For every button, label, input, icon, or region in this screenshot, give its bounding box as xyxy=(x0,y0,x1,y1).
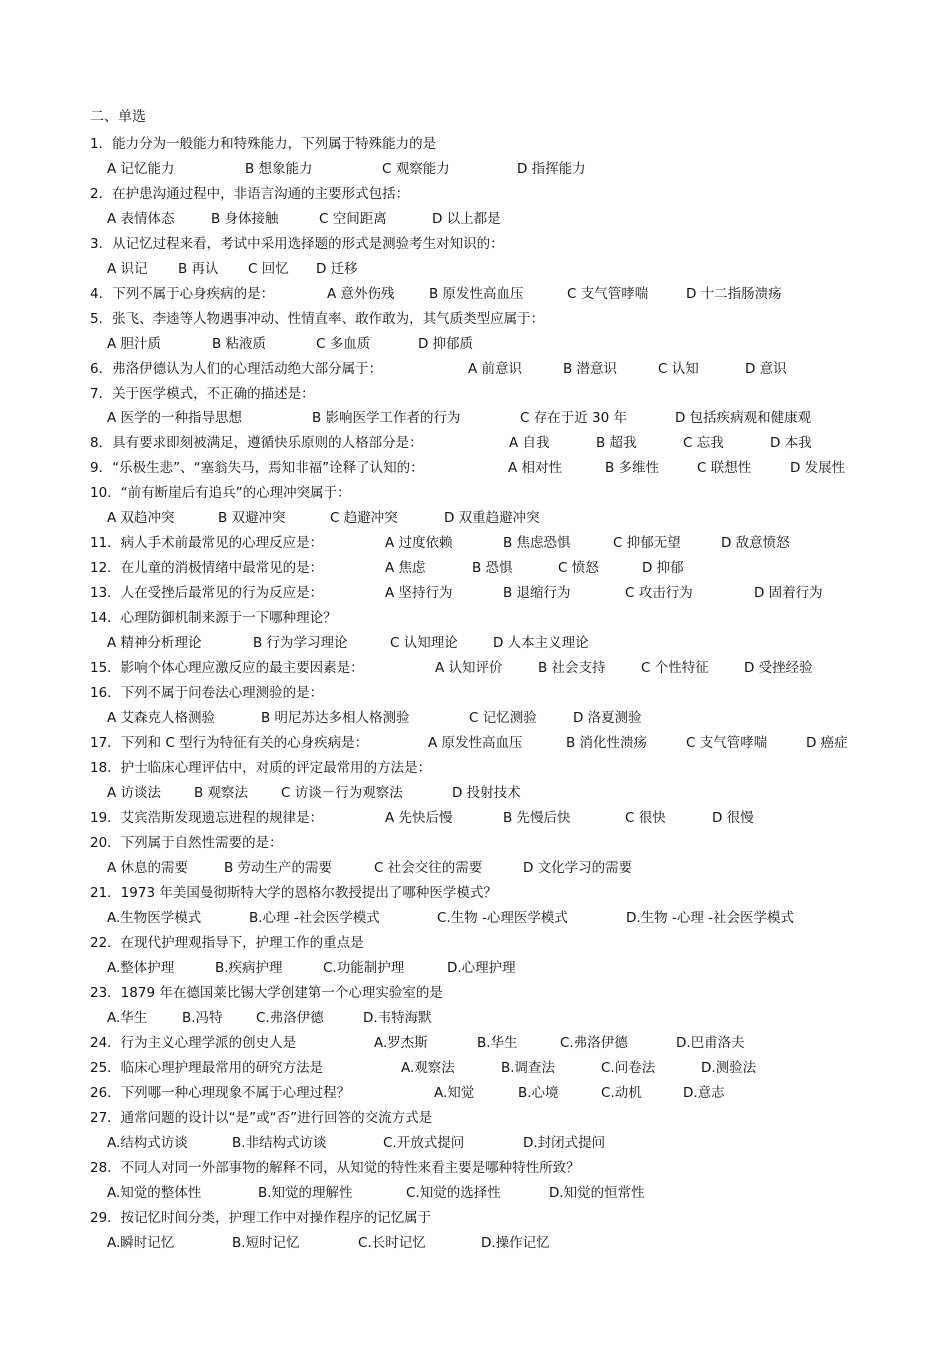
answer-option: C 抑郁无望 xyxy=(613,535,681,551)
answer-option: D.心理护理 xyxy=(447,960,516,976)
answer-option: C.开放式提问 xyxy=(383,1135,465,1151)
answer-option: B 行为学习理论 xyxy=(253,635,348,651)
answer-option: B.冯特 xyxy=(182,1010,223,1026)
answer-option: D.巴甫洛夫 xyxy=(676,1035,745,1051)
question-text: 28．不同人对同一外部事物的解释不同，从知觉的特性来看主要是哪种特性所致？ xyxy=(90,1160,580,1176)
answer-option: C.知觉的选择性 xyxy=(406,1185,501,1201)
answer-option: D 包括疾病观和健康观 xyxy=(675,410,812,426)
answer-option: B 再认 xyxy=(178,261,219,277)
question-text: 17．下列和 C 型行为特征有关的心身疾病是： xyxy=(90,735,369,751)
answer-option: B.疾病护理 xyxy=(215,960,283,976)
answer-option: B 劳动生产的需要 xyxy=(224,860,333,876)
question-text: 3．从记忆过程来看，考试中采用选择题的形式是测验考生对知识的： xyxy=(90,236,504,252)
question-text: 7．关于医学模式，不正确的描述是： xyxy=(90,386,315,402)
answer-option: B 恐惧 xyxy=(472,560,513,576)
answer-option: A 过度依赖 xyxy=(385,535,453,551)
answer-option: A 记忆能力 xyxy=(107,161,175,177)
answer-option: B 身体接触 xyxy=(211,211,279,227)
question-text: 9．“乐极生悲”、“塞翁失马，焉知非福”诠释了认知的： xyxy=(90,460,424,476)
answer-option: D 固着行为 xyxy=(754,585,823,601)
question-text: 8．具有要求即刻被满足，遵循快乐原则的人格部分是： xyxy=(90,435,423,451)
answer-option: A 先快后慢 xyxy=(385,810,453,826)
answer-option: A 焦虑 xyxy=(385,560,426,576)
question-text: 4．下列不属于心身疾病的是： xyxy=(90,286,275,302)
question-text: 21．1973 年美国曼彻斯特大学的恩格尔教授提出了哪种医学模式？ xyxy=(90,885,497,901)
answer-option: B.知觉的理解性 xyxy=(258,1185,353,1201)
answer-option: C 记忆测验 xyxy=(469,710,537,726)
question-text: 14．心理防御机制来源于一下哪种理论？ xyxy=(90,610,337,626)
answer-option: A 访谈法 xyxy=(107,785,162,801)
question-text: 26．下列哪一种心理现象不属于心理过程？ xyxy=(90,1085,351,1101)
answer-option: B 观察法 xyxy=(194,785,249,801)
answer-option: D.封闭式提问 xyxy=(523,1135,606,1151)
answer-option: B 想象能力 xyxy=(245,161,313,177)
question-text: 15．影响个体心理应激反应的最主要因素是： xyxy=(90,660,364,676)
answer-option: B 社会支持 xyxy=(538,660,606,676)
answer-option: A 双趋冲突 xyxy=(107,510,175,526)
answer-option: D 敌意愤怒 xyxy=(721,535,790,551)
answer-option: A.整体护理 xyxy=(107,960,175,976)
answer-option: D.操作记忆 xyxy=(481,1235,550,1251)
answer-option: C 愤怒 xyxy=(558,560,599,576)
answer-option: C 很快 xyxy=(625,810,666,826)
question-text: 13．人在受挫后最常见的行为反应是： xyxy=(90,585,324,601)
answer-option: D 指挥能力 xyxy=(517,161,586,177)
answer-option: C 趋避冲突 xyxy=(330,510,398,526)
answer-option: B 退缩行为 xyxy=(503,585,571,601)
question-text: 12．在儿童的消极情绪中最常见的是： xyxy=(90,560,324,576)
answer-option: A 表情体态 xyxy=(107,211,175,227)
answer-option: B 潜意识 xyxy=(563,361,618,377)
answer-option: C 支气管哮喘 xyxy=(686,735,768,751)
answer-option: A.华生 xyxy=(107,1010,148,1026)
answer-option: A.生物医学模式 xyxy=(107,910,202,926)
answer-option: A.结构式访谈 xyxy=(107,1135,188,1151)
answer-option: A 前意识 xyxy=(468,361,523,377)
question-text: 16．下列不属于问卷法心理测验的是： xyxy=(90,685,324,701)
question-text: 18．护士临床心理评估中，对质的评定最常用的方法是： xyxy=(90,760,432,776)
answer-option: D.意志 xyxy=(683,1085,725,1101)
answer-option: D 洛夏测验 xyxy=(573,710,642,726)
answer-option: D 双重趋避冲突 xyxy=(444,510,540,526)
answer-option: A.瞬时记忆 xyxy=(107,1235,175,1251)
answer-option: A 自我 xyxy=(509,435,550,451)
answer-option: B.华生 xyxy=(477,1035,518,1051)
answer-option: C.问卷法 xyxy=(601,1060,656,1076)
answer-option: C 攻击行为 xyxy=(625,585,693,601)
answer-option: B.短时记忆 xyxy=(232,1235,300,1251)
answer-option: C 忘我 xyxy=(683,435,724,451)
answer-option: D 投射技术 xyxy=(452,785,521,801)
answer-option: D.生物 -心理 -社会医学模式 xyxy=(626,910,795,926)
answer-option: D 迁移 xyxy=(316,261,358,277)
answer-option: A 相对性 xyxy=(508,460,563,476)
answer-option: B 影响医学工作者的行为 xyxy=(312,410,461,426)
answer-option: D 癌症 xyxy=(806,735,848,751)
question-text: 24．行为主义心理学派的创史人是 xyxy=(90,1035,297,1051)
answer-option: A.观察法 xyxy=(401,1060,455,1076)
answer-option: C.生物 -心理医学模式 xyxy=(437,910,568,926)
answer-option: D 人本主义理论 xyxy=(493,635,589,651)
answer-option: D.韦特海默 xyxy=(363,1010,432,1026)
answer-option: B 明尼苏达多相人格测验 xyxy=(261,710,410,726)
answer-option: A 医学的一种指导思想 xyxy=(107,410,243,426)
question-text: 25．临床心理护理最常用的研究方法是 xyxy=(90,1060,324,1076)
answer-option: D 发展性 xyxy=(790,460,846,476)
question-text: 29．按记忆时间分类，护理工作中对操作程序的记忆属于 xyxy=(90,1210,432,1226)
answer-option: C.长时记忆 xyxy=(358,1235,426,1251)
answer-option: D 受挫经验 xyxy=(744,660,813,676)
answer-option: A 精神分析理论 xyxy=(107,635,202,651)
answer-option: C 支气管哮喘 xyxy=(567,286,649,302)
answer-option: A 识记 xyxy=(107,261,148,277)
answer-option: B.调查法 xyxy=(501,1060,556,1076)
answer-option: B 双避冲突 xyxy=(218,510,286,526)
question-text: 23．1879 年在德国莱比锡大学创建第一个心理实验室的是 xyxy=(90,985,443,1001)
question-text: 20．下列属于自然性需要的是： xyxy=(90,835,283,851)
question-text: 6．弗洛伊德认为人们的心理活动绝大部分属于： xyxy=(90,361,383,377)
question-text: 10．“前有断崖后有追兵”的心理冲突属于： xyxy=(90,485,351,501)
answer-option: C 观察能力 xyxy=(382,161,450,177)
answer-option: B 粘液质 xyxy=(212,336,267,352)
answer-option: C.功能制护理 xyxy=(323,960,405,976)
answer-option: B 原发性高血压 xyxy=(429,286,524,302)
answer-option: A.知觉 xyxy=(434,1085,475,1101)
question-text: 22．在现代护理观指导下，护理工作的重点是 xyxy=(90,935,364,951)
answer-option: A 认知评价 xyxy=(435,660,503,676)
answer-option: B 多维性 xyxy=(605,460,660,476)
answer-option: C 访谈－行为观察法 xyxy=(281,785,403,801)
answer-option: B 超我 xyxy=(596,435,637,451)
answer-option: D 意识 xyxy=(745,361,787,377)
answer-option: A 休息的需要 xyxy=(107,860,189,876)
answer-option: A 意外伤残 xyxy=(327,286,395,302)
answer-option: A 原发性高血压 xyxy=(428,735,523,751)
answer-option: C 联想性 xyxy=(697,460,752,476)
answer-option: C 多血质 xyxy=(316,336,371,352)
answer-option: A.罗杰斯 xyxy=(374,1035,428,1051)
question-text: 1．能力分为一般能力和特殊能力，下列属于特殊能力的是 xyxy=(90,136,437,152)
answer-option: A 胆汁质 xyxy=(107,336,162,352)
answer-option: D.知觉的恒常性 xyxy=(549,1185,645,1201)
answer-option: C 社会交往的需要 xyxy=(374,860,483,876)
question-text: 27．通常问题的设计以“是”或“否”进行回答的交流方式是 xyxy=(90,1110,433,1126)
answer-option: D 抑郁质 xyxy=(418,336,474,352)
answer-option: C.弗洛伊德 xyxy=(560,1035,628,1051)
question-text: 19．艾宾浩斯发现遗忘进程的规律是： xyxy=(90,810,324,826)
section-title: 二、单选 xyxy=(90,109,146,125)
answer-option: B 消化性溃疡 xyxy=(566,735,648,751)
answer-option: B.非结构式访谈 xyxy=(232,1135,327,1151)
answer-option: C 空间距离 xyxy=(319,211,387,227)
answer-option: A.知觉的整体性 xyxy=(107,1185,202,1201)
answer-option: D 文化学习的需要 xyxy=(523,860,633,876)
answer-option: C.动机 xyxy=(601,1085,642,1101)
answer-option: D 很慢 xyxy=(712,810,754,826)
answer-option: D 十二指肠溃疡 xyxy=(686,286,782,302)
answer-option: D 本我 xyxy=(770,435,812,451)
answer-option: B 先慢后快 xyxy=(503,810,571,826)
answer-option: C.弗洛伊德 xyxy=(256,1010,324,1026)
answer-option: B.心境 xyxy=(518,1085,559,1101)
question-text: 2．在护患沟通过程中，非语言沟通的主要形式包括： xyxy=(90,186,410,202)
answer-option: D 抑郁 xyxy=(642,560,684,576)
answer-option: C 认知 xyxy=(658,361,699,377)
answer-option: B 焦虑恐惧 xyxy=(503,535,571,551)
question-text: 5．张飞、李逵等人物遇事冲动、性情直率、敢作敢为，其气质类型应属于： xyxy=(90,311,545,327)
answer-option: A 艾森克人格测验 xyxy=(107,710,216,726)
question-text: 11．病人手术前最常见的心理反应是： xyxy=(90,535,324,551)
answer-option: D 以上都是 xyxy=(432,211,501,227)
answer-option: C 认知理论 xyxy=(390,635,458,651)
answer-option: D.测验法 xyxy=(701,1060,757,1076)
answer-option: A 坚持行为 xyxy=(385,585,453,601)
answer-option: C 存在于近 30 年 xyxy=(520,410,627,426)
answer-option: C 回忆 xyxy=(248,261,289,277)
answer-option: B.心理 -社会医学模式 xyxy=(249,910,380,926)
answer-option: C 个性特征 xyxy=(641,660,709,676)
